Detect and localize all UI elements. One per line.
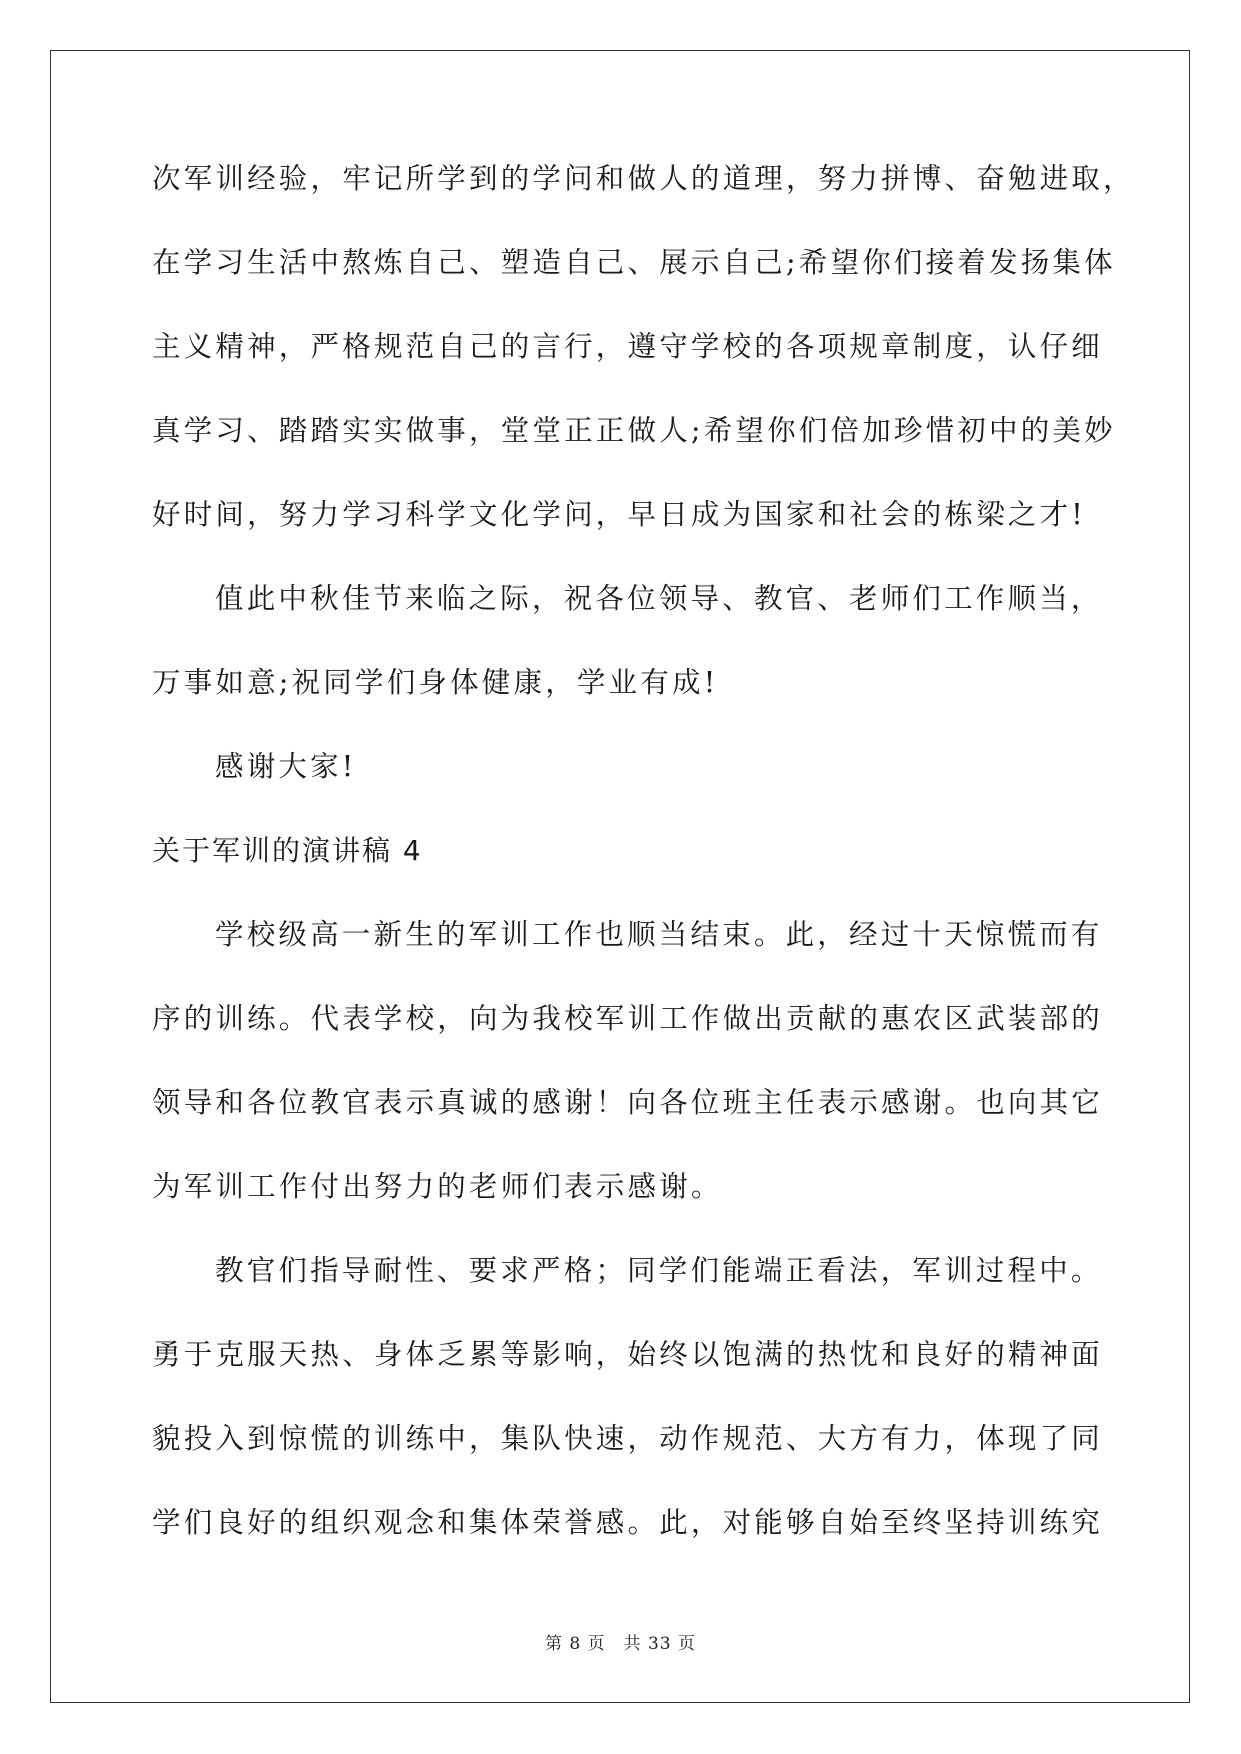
text-line: 在学习生活中熬炼自己、塑造自己、展示自己;希望你们接着发扬集体 bbox=[152, 246, 1116, 279]
text-line: 勇于克服天热、身体乏累等影响，始终以饱满的热忱和良好的精神面 bbox=[152, 1338, 1104, 1371]
text-line: 次军训经验，牢记所学到的学问和做人的道理，努力拼博、奋勉进取， bbox=[152, 162, 1135, 195]
text-line: 万事如意;祝同学们身体健康，学业有成! bbox=[152, 666, 719, 699]
paragraph-start-line: 值此中秋佳节来临之际，祝各位领导、教官、老师们工作顺当， bbox=[215, 582, 1103, 615]
document-body bbox=[152, 162, 1135, 1593]
text-line: 真学习、踏踏实实做事，堂堂正正做人;希望你们倍加珍惜初中的美妙 bbox=[152, 414, 1116, 447]
text-line: 领导和各位教官表示真诚的感谢！向各位班主任表示感谢。也向其它 bbox=[152, 1086, 1104, 1119]
text-line: 为军训工作付出努力的老师们表示感谢。 bbox=[152, 1170, 723, 1203]
text-line: 学们良好的组织观念和集体荣誉感。此，对能够自始至终坚持训练究 bbox=[152, 1506, 1104, 1539]
text-line: 序的训练。代表学校，向为我校军训工作做出贡献的惠农区武装部的 bbox=[152, 1002, 1104, 1035]
section-title: 关于军训的演讲稿 4 bbox=[152, 834, 423, 867]
page-footer bbox=[0, 1629, 1241, 1654]
paragraph-start-line: 学校级高一新生的军训工作也顺当结束。此，经过十天惊慌而有 bbox=[215, 918, 1103, 951]
paragraph-start-line: 教官们指导耐性、要求严格；同学们能端正看法，军训过程中。 bbox=[215, 1254, 1103, 1287]
text-line: 主义精神，严格规范自己的言行，遵守学校的各项规章制度，认仔细 bbox=[152, 330, 1104, 363]
text-line: 貌投入到惊慌的训练中，集队快速，动作规范、大方有力，体现了同 bbox=[152, 1422, 1104, 1455]
text-line: 好时间，努力学习科学文化学问，早日成为国家和社会的栋梁之才! bbox=[152, 498, 1086, 531]
paragraph-start-line: 感谢大家! bbox=[215, 750, 357, 783]
page-total: 共 33 页 bbox=[623, 1634, 697, 1654]
page-number: 第 8 页 bbox=[544, 1634, 606, 1654]
